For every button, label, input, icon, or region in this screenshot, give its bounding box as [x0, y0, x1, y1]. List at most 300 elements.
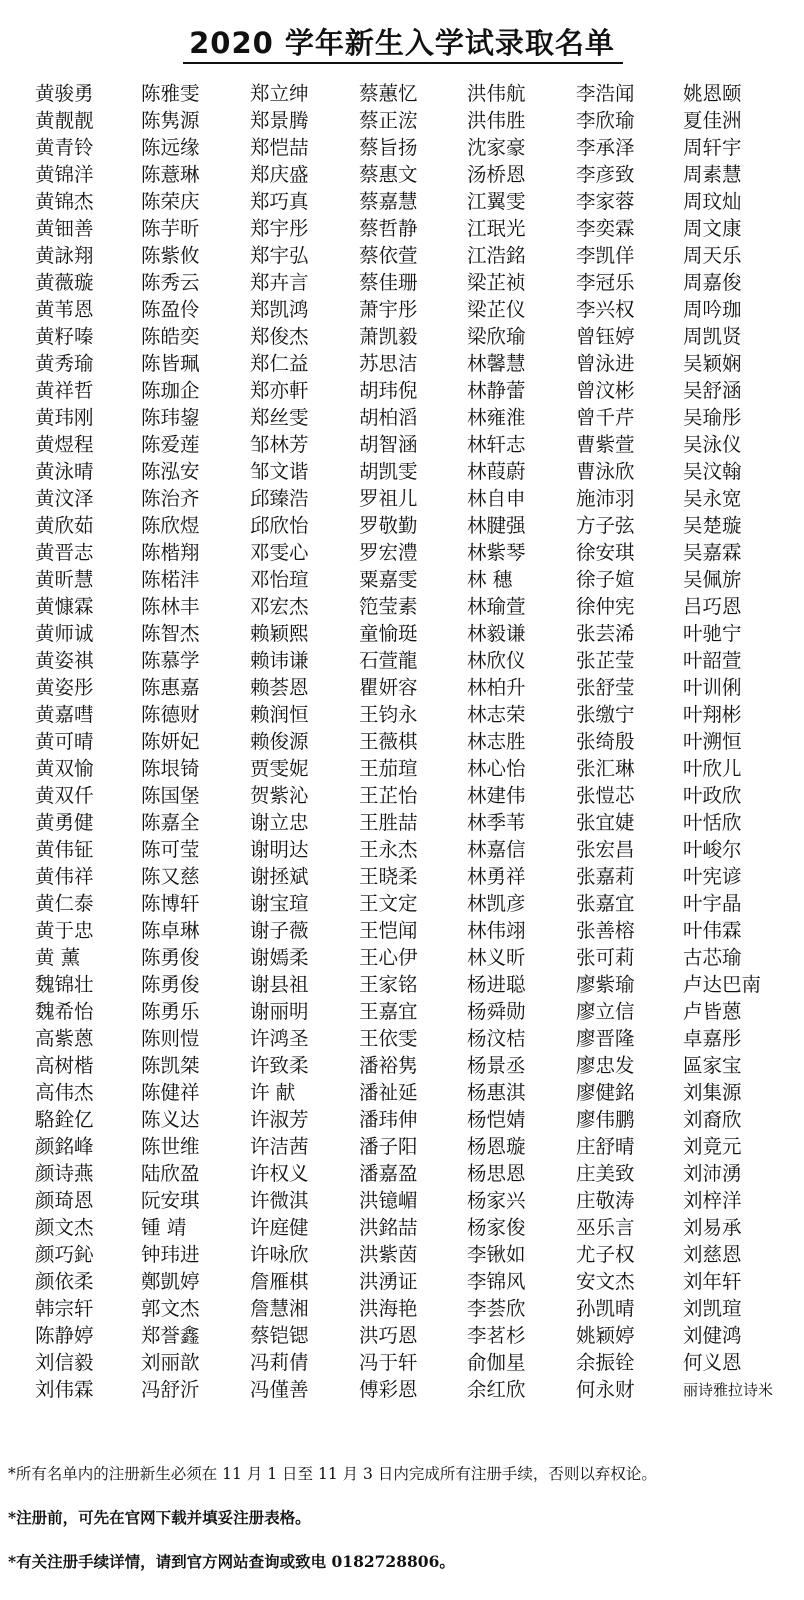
student-name: 张绮殷	[576, 730, 635, 753]
student-name: 梁芷祯	[467, 271, 526, 294]
student-name: 蔡嘉慧	[359, 190, 418, 213]
student-name: 蔡佳珊	[359, 271, 418, 294]
student-name: 冯莉倩	[250, 1351, 309, 1374]
student-name: 曹泳欣	[576, 460, 635, 483]
student-name: 叶恬欣	[683, 811, 742, 834]
student-name: 汤桥恩	[467, 163, 526, 186]
student-name: 黄嘉嘒	[35, 703, 94, 726]
student-name: 周轩宇	[683, 136, 742, 159]
student-name: 黄伟钲	[35, 838, 94, 861]
student-name: 庄舒晴	[576, 1135, 635, 1158]
student-name: 徐安琪	[576, 541, 635, 564]
student-name: 高伟杰	[35, 1081, 94, 1104]
student-name: 陈玮鋆	[141, 406, 200, 429]
student-name: 刘慈恩	[683, 1243, 742, 1266]
student-name: 颜诗燕	[35, 1162, 94, 1185]
student-name: 曾千芹	[576, 406, 635, 429]
student-name: 杨恩璇	[467, 1135, 526, 1158]
student-name: 陆欣盈	[141, 1162, 200, 1185]
student-name: 王芷怡	[359, 784, 418, 807]
student-name: 冯舒沂	[141, 1378, 200, 1401]
student-name: 张可莉	[576, 946, 635, 969]
student-name: 曹紫萱	[576, 433, 635, 456]
student-name: 陈泓安	[141, 460, 200, 483]
student-name: 萧宇彤	[359, 298, 418, 321]
student-name: 曾泳进	[576, 352, 635, 375]
student-name: 许微淇	[250, 1189, 309, 1212]
student-name: 周嘉俊	[683, 271, 742, 294]
student-name: 陈国堡	[141, 784, 200, 807]
student-name: 谢子薇	[250, 919, 309, 942]
student-name: 叶峻尔	[683, 838, 742, 861]
student-name: 黄詠翔	[35, 244, 94, 267]
student-name: 石萱龍	[359, 649, 418, 672]
student-name: 叶宪谚	[683, 865, 742, 888]
student-name: 陈静婷	[35, 1324, 94, 1347]
student-name: 郑恺喆	[250, 136, 309, 159]
student-name: 李彦致	[576, 163, 635, 186]
student-name: 林柏升	[467, 676, 526, 699]
student-name: 李兴权	[576, 298, 635, 321]
student-name: 鄭凱婷	[141, 1270, 200, 1293]
student-name: 卢皆蒽	[683, 1000, 742, 1023]
student-name: 黄钿善	[35, 217, 94, 240]
student-name: 郑巧真	[250, 190, 309, 213]
student-name: 杨恺婧	[467, 1108, 526, 1131]
student-name: 赖俊源	[250, 730, 309, 753]
student-name: 何义恩	[683, 1351, 742, 1374]
student-name: 吴舒涵	[683, 379, 742, 402]
student-name: 庄美致	[576, 1162, 635, 1185]
student-name: 郑丝雯	[250, 406, 309, 429]
student-name: 颜依柔	[35, 1270, 94, 1293]
student-name: 黄玮刚	[35, 406, 94, 429]
student-name: 蔡哲静	[359, 217, 418, 240]
student-name: 魏希怡	[35, 1000, 94, 1023]
student-name: 陈紫攸	[141, 244, 200, 267]
student-name: 林心怡	[467, 757, 526, 780]
student-name: 李家蓉	[576, 190, 635, 213]
student-name: 谢宝瑄	[250, 892, 309, 915]
student-name: 瞿妍容	[359, 676, 418, 699]
student-name: 林静蕾	[467, 379, 526, 402]
student-name: 杨舜勋	[467, 1000, 526, 1023]
student-name: 洪伟航	[467, 82, 526, 105]
student-name: 黄于忠	[35, 919, 94, 942]
student-name: 笵莹素	[359, 595, 418, 618]
student-name: 廖健銘	[576, 1081, 635, 1104]
student-name: 孙凯晴	[576, 1297, 635, 1320]
student-name: 曾钰婷	[576, 325, 635, 348]
note-download-form: *注册前，可先在官网下载并填妥注册表格。	[8, 1508, 311, 1527]
student-name: 徐子媗	[576, 568, 635, 591]
student-name: 刘沛湧	[683, 1162, 742, 1185]
student-name: 刘伟霖	[35, 1378, 94, 1401]
student-name: 吕巧恩	[683, 595, 742, 618]
student-name: 杨汶桔	[467, 1027, 526, 1050]
student-name: 颜巧鈊	[35, 1243, 94, 1266]
student-name: 林季苇	[467, 811, 526, 834]
student-name: 林紫琴	[467, 541, 526, 564]
student-name: 谢县祖	[250, 973, 309, 996]
student-name: 洪巧恩	[359, 1324, 418, 1347]
student-name: 邱欣怡	[250, 514, 309, 537]
student-name: 陈世维	[141, 1135, 200, 1158]
student-name: 陈薏琳	[141, 163, 200, 186]
page-title: 2020 学年新生入学试录取名单	[189, 26, 615, 60]
student-name: 陈可莹	[141, 838, 200, 861]
student-name: 陈博轩	[141, 892, 200, 915]
student-name: 郑俊杰	[250, 325, 309, 348]
student-name: 杨景丞	[467, 1054, 526, 1077]
student-name: 洪伟胜	[467, 109, 526, 132]
student-name: 邓雯心	[250, 541, 309, 564]
student-name: 洪湧证	[359, 1270, 418, 1293]
student-name: 黄泳晴	[35, 460, 94, 483]
student-name: 刘健鸿	[683, 1324, 742, 1347]
student-name: 张芸浠	[576, 622, 635, 645]
student-name: 王胜喆	[359, 811, 418, 834]
student-name: 卓嘉彤	[683, 1027, 742, 1050]
student-name: 詹慧湘	[250, 1297, 309, 1320]
student-name: 李奕霖	[576, 217, 635, 240]
student-name: 周吟珈	[683, 298, 742, 321]
student-name: 张舒莹	[576, 676, 635, 699]
student-name: 陈秀云	[141, 271, 200, 294]
student-name: 黄籽嗪	[35, 325, 94, 348]
student-name: 阮安琪	[141, 1189, 200, 1212]
student-name: 郭文杰	[141, 1297, 200, 1320]
student-name: 邓宏杰	[250, 595, 309, 618]
student-name: 叶韶萱	[683, 649, 742, 672]
student-name: 吴永宽	[683, 487, 742, 510]
student-name: 余红欣	[467, 1378, 526, 1401]
student-name: 郑仁益	[250, 352, 309, 375]
student-name: 江浩銘	[467, 244, 526, 267]
student-name: 李锹如	[467, 1243, 526, 1266]
student-name: 许 献	[250, 1081, 296, 1104]
student-name: 张嘉宜	[576, 892, 635, 915]
student-name: 吴佩旂	[683, 568, 742, 591]
student-name: 颜文杰	[35, 1216, 94, 1239]
student-name: 颜銘峰	[35, 1135, 94, 1158]
student-name: 吴楚璇	[683, 514, 742, 537]
student-name: 庄敬涛	[576, 1189, 635, 1212]
student-name: 黄苇恩	[35, 298, 94, 321]
student-name: 林伟翊	[467, 919, 526, 942]
student-name: 林葭蔚	[467, 460, 526, 483]
student-name: 刘裔欣	[683, 1108, 742, 1131]
student-name: 黄慷霖	[35, 595, 94, 618]
student-name: 洪銘喆	[359, 1216, 418, 1239]
student-name: 蔡旨扬	[359, 136, 418, 159]
student-name: 黄青铃	[35, 136, 94, 159]
student-name: 刘信毅	[35, 1351, 94, 1374]
student-name: 许鸿圣	[250, 1027, 309, 1050]
student-name: 蔡惠文	[359, 163, 418, 186]
student-name: 洪紫茵	[359, 1243, 418, 1266]
student-name: 谢拯斌	[250, 865, 309, 888]
student-name: 林腱强	[467, 514, 526, 537]
student-name: 丽诗雅拉诗米	[683, 1381, 774, 1399]
student-name: 陈垠锜	[141, 757, 200, 780]
student-name: 叶驰宁	[683, 622, 742, 645]
student-name: 胡柏滔	[359, 406, 418, 429]
student-name: 徐仲宪	[576, 595, 635, 618]
student-name: 周凯贤	[683, 325, 742, 348]
name-list	[0, 80, 804, 1440]
student-name: 陈隽源	[141, 109, 200, 132]
student-name: 何永财	[576, 1378, 635, 1401]
student-name: 吴嘉霖	[683, 541, 742, 564]
student-name: 黄薇璇	[35, 271, 94, 294]
student-name: 蔡蕙忆	[359, 82, 418, 105]
student-name: 叶翔彬	[683, 703, 742, 726]
student-name: 區家宝	[683, 1054, 742, 1077]
student-name: 余振铨	[576, 1351, 635, 1374]
student-name: 邹文谐	[250, 460, 309, 483]
student-name: 郑立绅	[250, 82, 309, 105]
student-name: 黄昕慧	[35, 568, 94, 591]
student-name: 赖讳谦	[250, 649, 309, 672]
student-name: 邱臻浩	[250, 487, 309, 510]
student-name: 陈健祥	[141, 1081, 200, 1104]
student-name: 王嘉宜	[359, 1000, 418, 1023]
student-name: 钟玮进	[141, 1243, 200, 1266]
student-name: 童愉珽	[359, 622, 418, 645]
student-name: 叶政欣	[683, 784, 742, 807]
student-name: 陈爱莲	[141, 433, 200, 456]
student-name: 杨思恩	[467, 1162, 526, 1185]
student-name: 林瑜萱	[467, 595, 526, 618]
student-name: 贺紫沁	[250, 784, 309, 807]
student-name: 黄姿彤	[35, 676, 94, 699]
student-name: 蔡铠锶	[250, 1324, 309, 1347]
student-name: 黄靓靓	[35, 109, 94, 132]
student-name: 陈惠嘉	[141, 676, 200, 699]
student-name: 詹雁棋	[250, 1270, 309, 1293]
student-name: 林自申	[467, 487, 526, 510]
student-name: 李凯佯	[576, 244, 635, 267]
student-name: 陈楉沣	[141, 568, 200, 591]
student-name: 江翼雯	[467, 190, 526, 213]
student-name: 郑庆盛	[250, 163, 309, 186]
student-name: 陈珈企	[141, 379, 200, 402]
student-name: 赖润恒	[250, 703, 309, 726]
student-name: 王恺闻	[359, 919, 418, 942]
student-name: 林嘉信	[467, 838, 526, 861]
student-name: 胡玮倪	[359, 379, 418, 402]
student-name: 张善榕	[576, 919, 635, 942]
student-name: 许淑芳	[250, 1108, 309, 1131]
student-name: 刘凯瑄	[683, 1297, 742, 1320]
student-name: 廖晋隆	[576, 1027, 635, 1050]
student-name: 林建伟	[467, 784, 526, 807]
student-name: 卢达巴南	[683, 973, 762, 996]
student-name: 周素慧	[683, 163, 742, 186]
student-name: 王文定	[359, 892, 418, 915]
student-name: 罗敬勤	[359, 514, 418, 537]
student-name: 邹林芳	[250, 433, 309, 456]
student-name: 林毅谦	[467, 622, 526, 645]
student-name: 黄祥哲	[35, 379, 94, 402]
student-name: 林凯彦	[467, 892, 526, 915]
student-name: 陈皆珮	[141, 352, 200, 375]
student-name: 陈勇俊	[141, 973, 200, 996]
student-name: 蔡正浤	[359, 109, 418, 132]
student-name: 张嘉莉	[576, 865, 635, 888]
student-name: 陈又慈	[141, 865, 200, 888]
student-name: 廖紫瑜	[576, 973, 635, 996]
student-name: 许致柔	[250, 1054, 309, 1077]
student-name: 罗祖儿	[359, 487, 418, 510]
student-name: 魏锦壮	[35, 973, 94, 996]
student-name: 江珉光	[467, 217, 526, 240]
student-name: 黄仁泰	[35, 892, 94, 915]
student-name: 陈雅雯	[141, 82, 200, 105]
student-name: 郑宇彤	[250, 217, 309, 240]
student-name: 林雍淮	[467, 406, 526, 429]
student-name: 黄师诚	[35, 622, 94, 645]
student-name: 周玟灿	[683, 190, 742, 213]
student-name: 黄欣茹	[35, 514, 94, 537]
student-name: 施沛羽	[576, 487, 635, 510]
student-name: 罗宏澧	[359, 541, 418, 564]
student-name: 黄汶泽	[35, 487, 94, 510]
student-name: 谢立忠	[250, 811, 309, 834]
student-name: 潘祉延	[359, 1081, 418, 1104]
student-name: 廖立信	[576, 1000, 635, 1023]
student-name: 杨进聪	[467, 973, 526, 996]
student-name: 林 穗	[467, 568, 513, 591]
student-name: 刘集源	[683, 1081, 742, 1104]
student-name: 巫乐言	[576, 1216, 635, 1239]
student-name: 许庭健	[250, 1216, 309, 1239]
student-name: 张宏昌	[576, 838, 635, 861]
student-name: 郑卉言	[250, 271, 309, 294]
student-name: 黄姿祺	[35, 649, 94, 672]
student-name: 叶伟霖	[683, 919, 742, 942]
student-name: 俞伽星	[467, 1351, 526, 1374]
student-name: 林欣仪	[467, 649, 526, 672]
student-name: 胡智涵	[359, 433, 418, 456]
student-name: 叶欣儿	[683, 757, 742, 780]
student-name: 郑凯鸿	[250, 298, 309, 321]
student-name: 谢嫣柔	[250, 946, 309, 969]
student-name: 黄锦杰	[35, 190, 94, 213]
student-name: 廖忠发	[576, 1054, 635, 1077]
student-name: 黄双愉	[35, 757, 94, 780]
student-name: 李浩闻	[576, 82, 635, 105]
student-name: 林轩志	[467, 433, 526, 456]
student-name: 王晓柔	[359, 865, 418, 888]
student-name: 许权义	[250, 1162, 309, 1185]
student-name: 周文康	[683, 217, 742, 240]
student-name: 谢丽明	[250, 1000, 309, 1023]
student-name: 吴汶翰	[683, 460, 742, 483]
student-name: 姚恩颐	[683, 82, 742, 105]
student-name: 冯于轩	[359, 1351, 418, 1374]
student-name: 王依雯	[359, 1027, 418, 1050]
student-name: 张愷芯	[576, 784, 635, 807]
student-name: 张汇琳	[576, 757, 635, 780]
student-name: 王茄瑄	[359, 757, 418, 780]
student-name: 许咏欣	[250, 1243, 309, 1266]
student-name: 李承泽	[576, 136, 635, 159]
student-name: 陈慕学	[141, 649, 200, 672]
student-name: 王薇棋	[359, 730, 418, 753]
student-name: 赖颖熙	[250, 622, 309, 645]
note-contact-info: *有关注册手续详情，请到官方网站查询或致电 0182728806。	[8, 1552, 455, 1571]
student-name: 杨惠淇	[467, 1081, 526, 1104]
student-name: 古芯瑜	[683, 946, 742, 969]
student-name: 梁芷仪	[467, 298, 526, 321]
student-name: 林志胜	[467, 730, 526, 753]
student-name: 颜琦恩	[35, 1189, 94, 1212]
student-name: 王永杰	[359, 838, 418, 861]
student-name: 黄锦洋	[35, 163, 94, 186]
student-name: 潘玮伸	[359, 1108, 418, 1131]
student-name: 韩宗轩	[35, 1297, 94, 1320]
student-name: 林志荣	[467, 703, 526, 726]
student-name: 陈芋昕	[141, 217, 200, 240]
student-name: 张宜婕	[576, 811, 635, 834]
student-name: 黄骏勇	[35, 82, 94, 105]
student-name: 吴瑜彤	[683, 406, 742, 429]
student-name: 叶宇晶	[683, 892, 742, 915]
student-name: 陈林丰	[141, 595, 200, 618]
student-name: 刘年轩	[683, 1270, 742, 1293]
student-name: 陈嘉全	[141, 811, 200, 834]
student-name: 陈义达	[141, 1108, 200, 1131]
student-name: 姚颖婷	[576, 1324, 635, 1347]
student-name: 李锦风	[467, 1270, 526, 1293]
student-name: 赖荟恩	[250, 676, 309, 699]
student-name: 郑宇弘	[250, 244, 309, 267]
student-name: 陈卓琳	[141, 919, 200, 942]
student-name: 邓怡瑄	[250, 568, 309, 591]
student-name: 潘裕隽	[359, 1054, 418, 1077]
student-name: 蔡依萱	[359, 244, 418, 267]
student-name: 张缴宁	[576, 703, 635, 726]
student-name: 叶训俐	[683, 676, 742, 699]
student-name: 陈楷翔	[141, 541, 200, 564]
student-name: 陈欣煜	[141, 514, 200, 537]
student-name: 苏思洁	[359, 352, 418, 375]
student-name: 郑景腾	[250, 109, 309, 132]
student-name: 胡凯雯	[359, 460, 418, 483]
student-name: 刘丽歆	[141, 1351, 200, 1374]
student-name: 洪镱嵋	[359, 1189, 418, 1212]
student-name: 陈治齐	[141, 487, 200, 510]
student-name: 李茗杉	[467, 1324, 526, 1347]
student-name: 林勇祥	[467, 865, 526, 888]
student-name: 曾汶彬	[576, 379, 635, 402]
student-name: 黄 薰	[35, 946, 81, 969]
student-name: 陈智杰	[141, 622, 200, 645]
student-name: 方子弦	[576, 514, 635, 537]
student-name: 廖伟鹏	[576, 1108, 635, 1131]
student-name: 黄晋志	[35, 541, 94, 564]
student-name: 黄勇健	[35, 811, 94, 834]
student-name: 陈凯桀	[141, 1054, 200, 1077]
student-name: 林义昕	[467, 946, 526, 969]
student-name: 高树楷	[35, 1054, 94, 1077]
student-name: 叶溯恒	[683, 730, 742, 753]
student-name: 刘梓洋	[683, 1189, 742, 1212]
student-name: 陈则愷	[141, 1027, 200, 1050]
student-name: 梁欣瑜	[467, 325, 526, 348]
